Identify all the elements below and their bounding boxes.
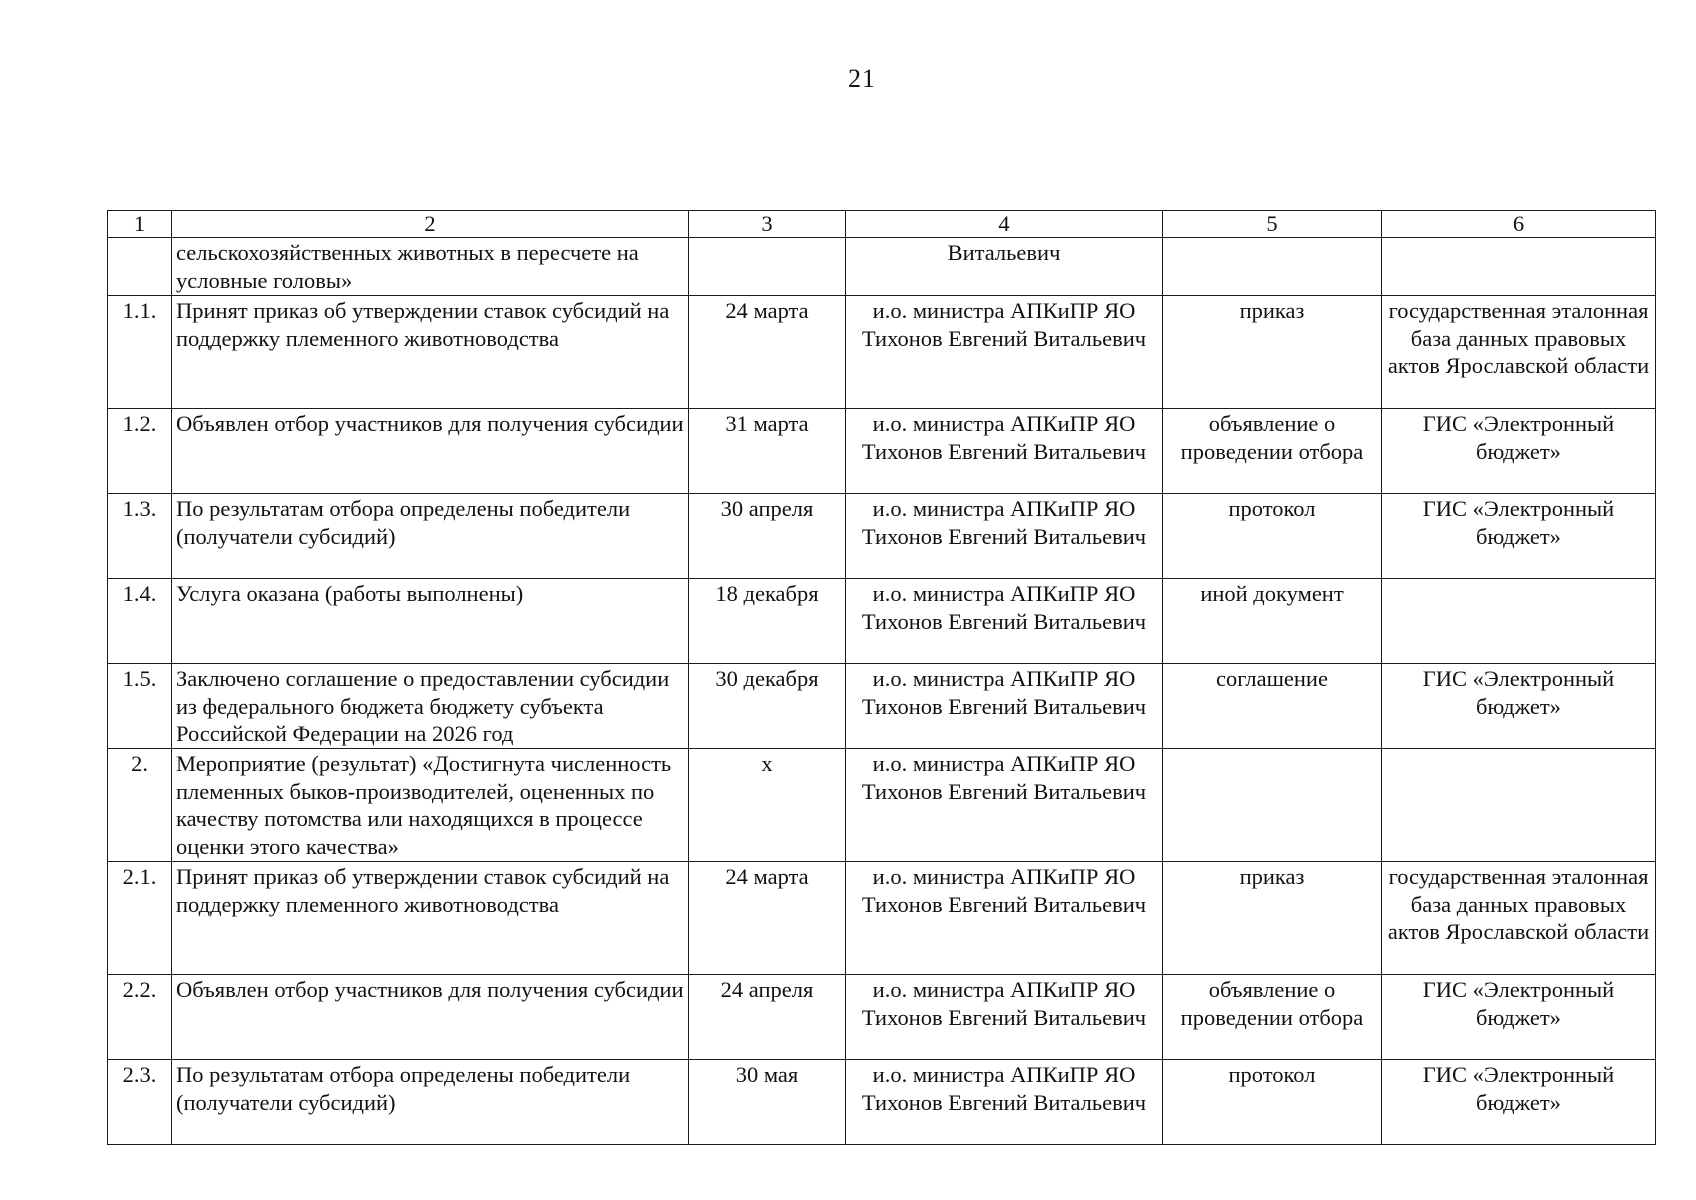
header-col-4: 4: [846, 211, 1163, 238]
header-col-6: 6: [1382, 211, 1656, 238]
row-number: 1.4.: [108, 579, 172, 664]
row-document-type: протокол: [1163, 494, 1382, 579]
row-number: 2.1.: [108, 862, 172, 975]
row-responsible: Витальевич: [846, 238, 1163, 296]
header-row: [108, 211, 1656, 238]
table-row: [108, 579, 1656, 664]
row-document-type: приказ: [1163, 296, 1382, 409]
row-date: 30 мая: [689, 1060, 846, 1145]
row-document-type: [1163, 749, 1382, 862]
table-row: [108, 409, 1656, 494]
row-date: 18 декабря: [689, 579, 846, 664]
row-date: 24 апреля: [689, 975, 846, 1060]
row-information-system: государственная эталонная база данных правовых актов Ярославской области: [1382, 862, 1656, 975]
row-description: Заключено соглашение о предоставлении субсидии из федерального бюджета бюджету субъекта Российской Федерации на 2026 год: [172, 664, 689, 749]
table-row: [108, 1060, 1656, 1145]
row-document-type: объявление о проведении отбора: [1163, 409, 1382, 494]
row-responsible: и.о. министра АПКиПР ЯО Тихонов Евгений Витальевич: [846, 579, 1163, 664]
row-description: Принят приказ об утверждении ставок субсидий на поддержку племенного животноводства: [172, 862, 689, 975]
table-row: [108, 664, 1656, 749]
row-number: 2.2.: [108, 975, 172, 1060]
row-information-system: ГИС «Электронный бюджет»: [1382, 664, 1656, 749]
row-information-system: ГИС «Электронный бюджет»: [1382, 494, 1656, 579]
row-date: x: [689, 749, 846, 862]
row-document-type: протокол: [1163, 1060, 1382, 1145]
row-number: 1.5.: [108, 664, 172, 749]
row-document-type: приказ: [1163, 862, 1382, 975]
row-document-type: объявление о проведении отбора: [1163, 975, 1382, 1060]
row-responsible: и.о. министра АПКиПР ЯО Тихонов Евгений Витальевич: [846, 1060, 1163, 1145]
row-description: Услуга оказана (работы выполнены): [172, 579, 689, 664]
table-row: [108, 862, 1656, 975]
row-information-system: ГИС «Электронный бюджет»: [1382, 409, 1656, 494]
row-responsible: и.о. министра АПКиПР ЯО Тихонов Евгений Витальевич: [846, 975, 1163, 1060]
header-col-1: 1: [108, 211, 172, 238]
page-number: 21: [848, 64, 876, 93]
row-number: [108, 238, 172, 296]
header-col-2: 2: [172, 211, 689, 238]
table-row: [108, 494, 1656, 579]
table-body: [108, 238, 1656, 1145]
row-description: сельскохозяйственных животных в пересчете на условные головы»: [172, 238, 689, 296]
schedule-table: [107, 210, 1656, 1145]
row-document-type: [1163, 238, 1382, 296]
row-description: Объявлен отбор участников для получения субсидии: [172, 975, 689, 1060]
header-col-5: 5: [1163, 211, 1382, 238]
row-responsible: и.о. министра АПКиПР ЯО Тихонов Евгений Витальевич: [846, 749, 1163, 862]
header-col-3: 3: [689, 211, 846, 238]
table-header: [108, 211, 1656, 238]
row-information-system: ГИС «Электронный бюджет»: [1382, 975, 1656, 1060]
row-responsible: и.о. министра АПКиПР ЯО Тихонов Евгений Витальевич: [846, 664, 1163, 749]
row-responsible: и.о. министра АПКиПР ЯО Тихонов Евгений Витальевич: [846, 296, 1163, 409]
row-responsible: и.о. министра АПКиПР ЯО Тихонов Евгений Витальевич: [846, 409, 1163, 494]
row-date: 31 марта: [689, 409, 846, 494]
table-row: [108, 296, 1656, 409]
row-responsible: и.о. министра АПКиПР ЯО Тихонов Евгений Витальевич: [846, 494, 1163, 579]
row-date: 30 декабря: [689, 664, 846, 749]
row-date: 30 апреля: [689, 494, 846, 579]
row-number: 1.1.: [108, 296, 172, 409]
row-document-type: соглашение: [1163, 664, 1382, 749]
table-row: [108, 238, 1656, 296]
row-description: Принят приказ об утверждении ставок субсидий на поддержку племенного животноводства: [172, 296, 689, 409]
row-number: 1.3.: [108, 494, 172, 579]
table-row: [108, 749, 1656, 862]
row-number: 2.: [108, 749, 172, 862]
row-description: По результатам отбора определены победители (получатели субсидий): [172, 494, 689, 579]
row-information-system: государственная эталонная база данных правовых актов Ярославской области: [1382, 296, 1656, 409]
row-information-system: [1382, 238, 1656, 296]
row-description: По результатам отбора определены победители (получатели субсидий): [172, 1060, 689, 1145]
table-row: [108, 975, 1656, 1060]
row-description: Объявлен отбор участников для получения субсидии: [172, 409, 689, 494]
row-responsible: и.о. министра АПКиПР ЯО Тихонов Евгений Витальевич: [846, 862, 1163, 975]
row-date: [689, 238, 846, 296]
row-number: 1.2.: [108, 409, 172, 494]
row-information-system: [1382, 749, 1656, 862]
row-description: Мероприятие (результат) «Достигнута численность племенных быков-производителей, оцененных по качеству потомства или находящихся в процессе оценки этого качества»: [172, 749, 689, 862]
row-date: 24 марта: [689, 296, 846, 409]
row-number: 2.3.: [108, 1060, 172, 1145]
row-information-system: [1382, 579, 1656, 664]
row-document-type: иной документ: [1163, 579, 1382, 664]
row-date: 24 марта: [689, 862, 846, 975]
row-information-system: ГИС «Электронный бюджет»: [1382, 1060, 1656, 1145]
